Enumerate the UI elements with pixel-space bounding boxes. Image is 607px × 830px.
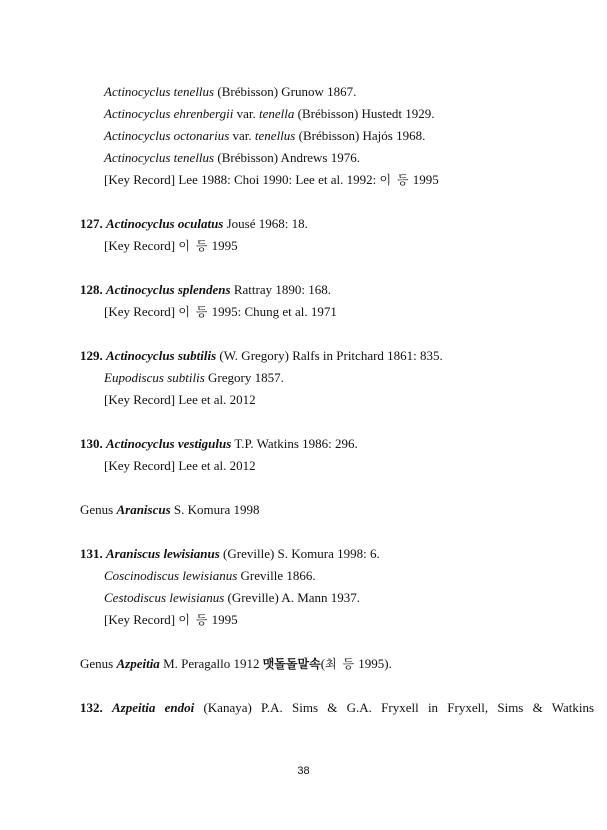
species-entry-130: 130. Actinocyclus vestigulus T.P. Watkins 1986: 296.	[80, 436, 358, 451]
genus-heading-azpeitia: Genus Azpeitia M. Peragallo 1912 맷돌돌말속(최 등 1995).	[80, 656, 392, 671]
key-record-line: [Key Record] 이 등 1995	[104, 612, 238, 627]
synonym-line: Coscinodiscus lewisianus Greville 1866.	[104, 568, 316, 583]
species-entry-127: 127. Actinocyclus oculatus Jousé 1968: 18.	[80, 216, 308, 231]
key-record-line: [Key Record] 이 등 1995	[104, 238, 238, 253]
species-entry-128: 128. Actinocyclus splendens Rattray 1890: 168.	[80, 282, 331, 297]
species-entry-132: 132. Azpeitia endoi (Kanaya) P.A. Sims & G.A. Fryxell in Fryxell, Sims & Watkins	[80, 700, 595, 715]
synonym-line: Actinocyclus tenellus (Brébisson) Grunow 1867.	[104, 84, 357, 99]
page-number: 38	[297, 765, 310, 777]
synonym-line: Eupodiscus subtilis Gregory 1857.	[104, 370, 284, 385]
synonym-line: Actinocyclus octonarius var. tenellus (Brébisson) Hajós 1968.	[104, 128, 426, 143]
key-record-line: [Key Record] Lee et al. 2012	[104, 458, 256, 473]
species-entry-131: 131. Araniscus lewisianus (Greville) S. Komura 1998: 6.	[80, 546, 380, 561]
key-record-line: [Key Record] Lee 1988: Choi 1990: Lee et al. 1992: 이 등 1995	[104, 172, 439, 187]
synonym-line: Actinocyclus ehrenbergii var. tenella (Brébisson) Hustedt 1929.	[104, 106, 435, 121]
key-record-line: [Key Record] 이 등 1995: Chung et al. 1971	[104, 304, 337, 319]
species-entry-129: 129. Actinocyclus subtilis (W. Gregory) Ralfs in Pritchard 1861: 835.	[80, 348, 443, 363]
synonym-line: Actinocyclus tenellus (Brébisson) Andrews 1976.	[104, 150, 360, 165]
genus-heading-araniscus: Genus Araniscus S. Komura 1998	[80, 502, 260, 517]
key-record-line: [Key Record] Lee et al. 2012	[104, 392, 256, 407]
synonym-line: Cestodiscus lewisianus (Greville) A. Mann 1937.	[104, 590, 361, 605]
